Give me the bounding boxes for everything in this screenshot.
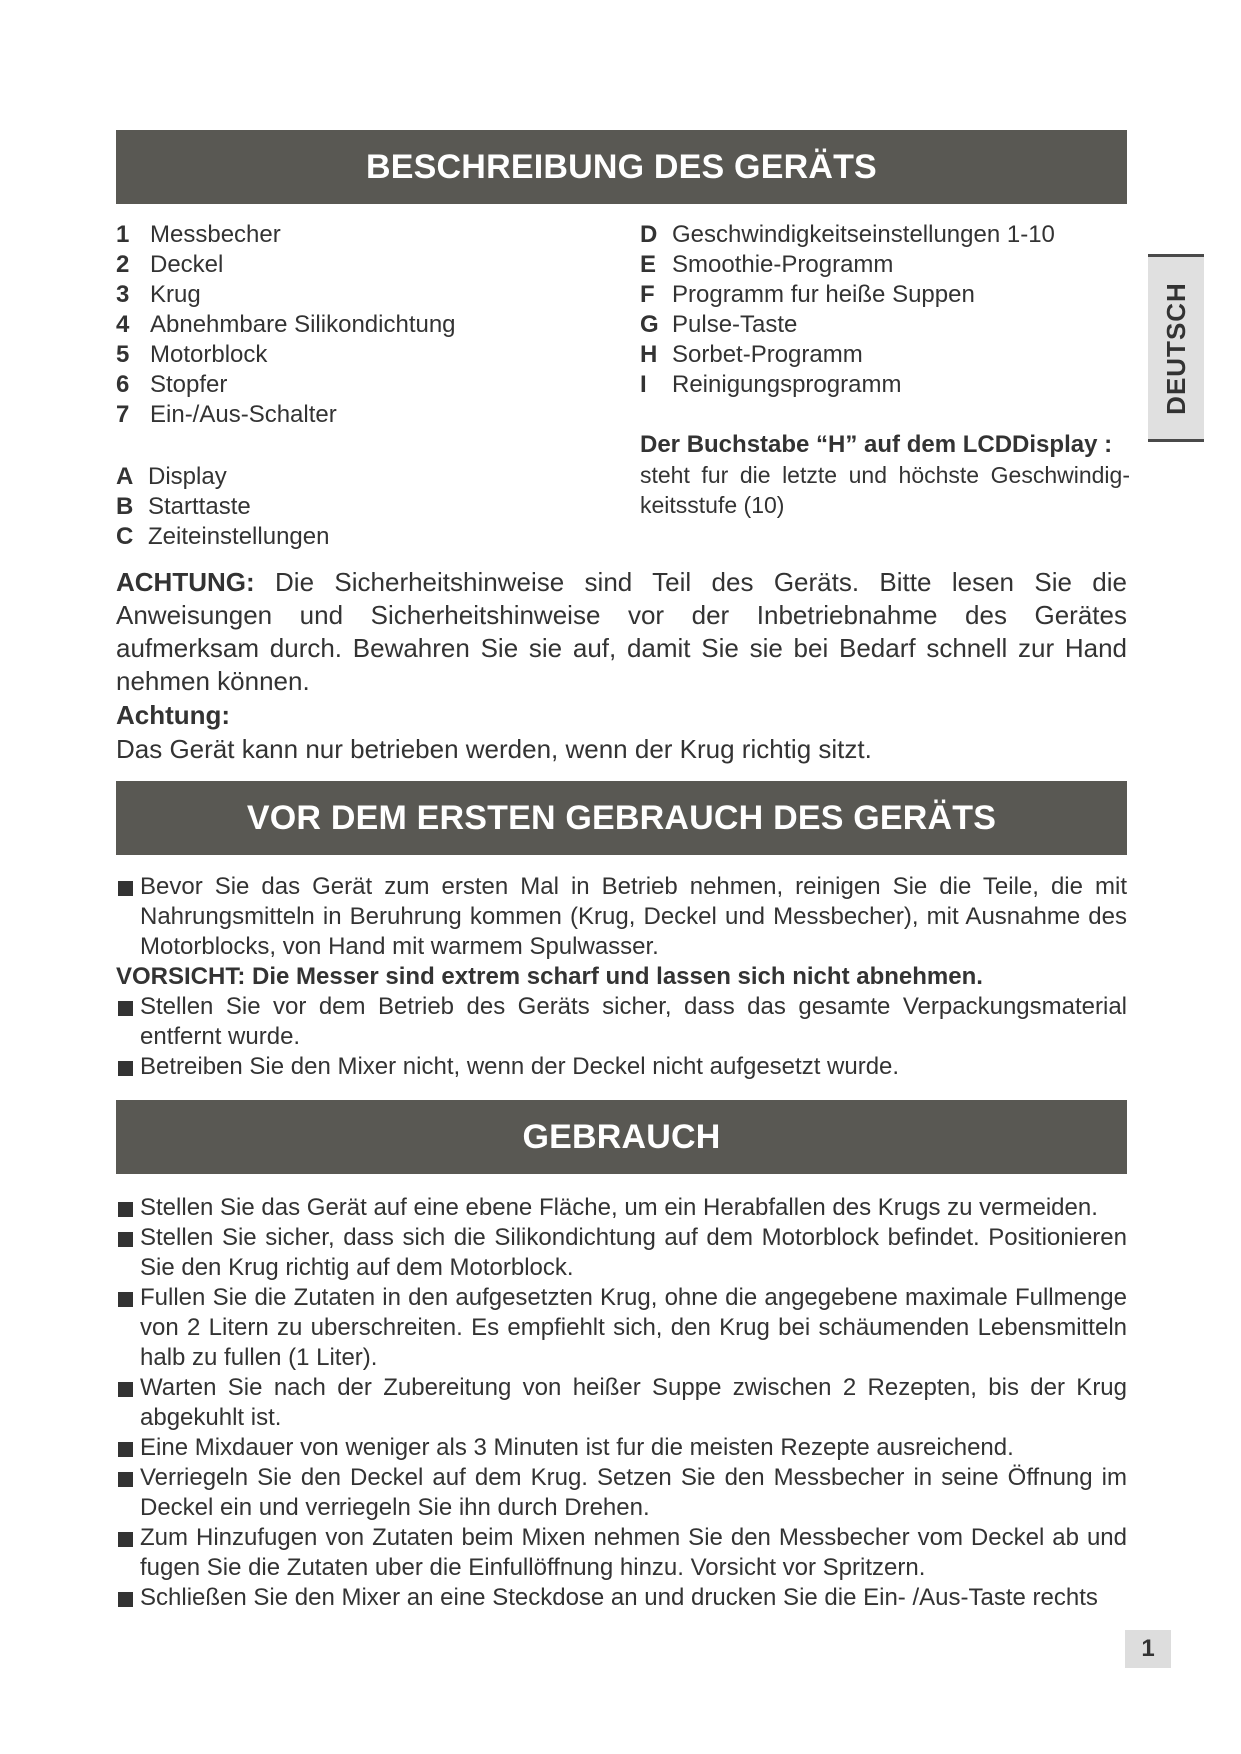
attention-text-2: Das Gerät kann nur betrieben werden, wenn der Krug richtig sitzt.	[116, 734, 872, 764]
language-tab	[1148, 254, 1204, 442]
section-title: VOR DEM ERSTEN GEBRAUCH DES GERÄTS	[246, 798, 997, 837]
attention-block	[116, 566, 1127, 766]
lcd-note-title: Der Buchstabe “H” auf dem LCDDisplay :	[640, 431, 1113, 458]
list-item: Stellen Sie vor dem Betrieb des Geräts sicher, dass das gesamte Verpackungsmaterial entfernt wurde.	[116, 992, 1127, 1052]
first-use-list	[116, 872, 1127, 1082]
list-item: 7 Ein-/Aus-Schalter	[116, 401, 337, 428]
list-item: Warten Sie nach der Zubereitung von heißer Suppe zwischen 2 Rezepten, bis der Krug abgekuhlt ist.	[116, 1373, 1127, 1433]
controls-list-abc	[116, 462, 329, 552]
controls-list-di	[640, 220, 1055, 400]
list-item: H Sorbet-Programm	[640, 341, 863, 368]
list-item: A Display	[116, 463, 227, 490]
list-item: Bevor Sie das Gerät zum ersten Mal in Betrieb nehmen, reinigen Sie die Teile, die mit Nahrungsmitteln in Beruhrung kommen (Krug, Deckel und Messbecher), mit Ausnahme des Motorblocks, von Hand mit warmem Spulwasser.	[116, 872, 1127, 962]
attention-text: Die Sicherheitshinweise sind Teil des Geräts. Bitte lesen Sie die Anweisungen und Sicherheitshinweise vor der Inbetriebnahme des Gerätes aufmerksam durch. Bewahren Sie sie auf, damit Sie sie bei Bedarf schnell zur Hand nehmen können.	[116, 567, 1127, 696]
list-item: 6 Stopfer	[116, 371, 228, 398]
section-header-first-use	[116, 781, 1127, 855]
page-number: 1	[1125, 1630, 1171, 1668]
list-item: F Programm fur heiße Suppen	[640, 281, 975, 308]
list-item: C Zeiteinstellungen	[116, 523, 330, 550]
warning-text: VORSICHT: Die Messer sind extrem scharf und lassen sich nicht abnehmen.	[116, 963, 983, 990]
list-item: Betreiben Sie den Mixer nicht, wenn der Deckel nicht aufgesetzt wurde.	[116, 1052, 1127, 1082]
lcd-note	[640, 430, 1130, 520]
list-item: Eine Mixdauer von weniger als 3 Minuten ist fur die meisten Rezepte ausreichend.	[116, 1433, 1127, 1463]
section-header-usage	[116, 1100, 1127, 1174]
list-item: 1 Messbecher	[116, 221, 281, 248]
attention-label-2: Achtung:	[116, 700, 231, 730]
attention-paragraph	[116, 566, 1127, 698]
list-item: B Starttaste	[116, 493, 251, 520]
language-tab-label: DEUTSCH	[1160, 281, 1191, 415]
attention-label: ACHTUNG:	[116, 567, 255, 597]
list-item: Schließen Sie den Mixer an eine Steckdose an und drucken Sie die Ein- /Aus-Taste rechts	[116, 1583, 1127, 1613]
list-item: Stellen Sie sicher, dass sich die Silikondichtung auf dem Motorblock befindet. Positionieren Sie den Krug richtig auf dem Motorblock.	[116, 1223, 1127, 1283]
list-item: Zum Hinzufugen von Zutaten beim Mixen nehmen Sie den Messbecher vom Deckel ab und fugen Sie die Zutaten uber die Einfullöffnung hinzu. Vorsicht vor Spritzern.	[116, 1523, 1127, 1583]
list-item: I Reinigungsprogramm	[640, 371, 902, 398]
list-item: 5 Motorblock	[116, 341, 268, 368]
lcd-note-text: steht fur die letzte und höchste Geschwindig-keitsstufe (10)	[640, 462, 1130, 518]
section-header-description	[116, 130, 1127, 204]
parts-list	[116, 220, 456, 430]
list-item: E Smoothie-Programm	[640, 251, 894, 278]
section-title: GEBRAUCH	[522, 1117, 721, 1156]
list-item: Stellen Sie das Gerät auf eine ebene Fläche, um ein Herabfallen des Krugs zu vermeiden.	[116, 1193, 1127, 1223]
list-item: Verriegeln Sie den Deckel auf dem Krug. Setzen Sie den Messbecher in seine Öffnung im Deckel ein und verriegeln Sie ihn durch Drehen.	[116, 1463, 1127, 1523]
list-item: D Geschwindigkeitseinstellungen 1-10	[640, 221, 1055, 248]
usage-list	[116, 1193, 1127, 1613]
list-item: G Pulse-Taste	[640, 311, 798, 338]
list-item: Fullen Sie die Zutaten in den aufgesetzten Krug, ohne die angegebene maximale Fullmenge von 2 Litern zu uberschreiten. Es empfiehlt sich, den Krug bei schäumenden Lebensmitteln halb zu fullen (1 Liter).	[116, 1283, 1127, 1373]
list-item: 3 Krug	[116, 281, 201, 308]
section-title: BESCHREIBUNG DES GERÄTS	[366, 147, 877, 186]
list-item: 4 Abnehmbare Silikondichtung	[116, 311, 456, 338]
list-item: 2 Deckel	[116, 251, 224, 278]
